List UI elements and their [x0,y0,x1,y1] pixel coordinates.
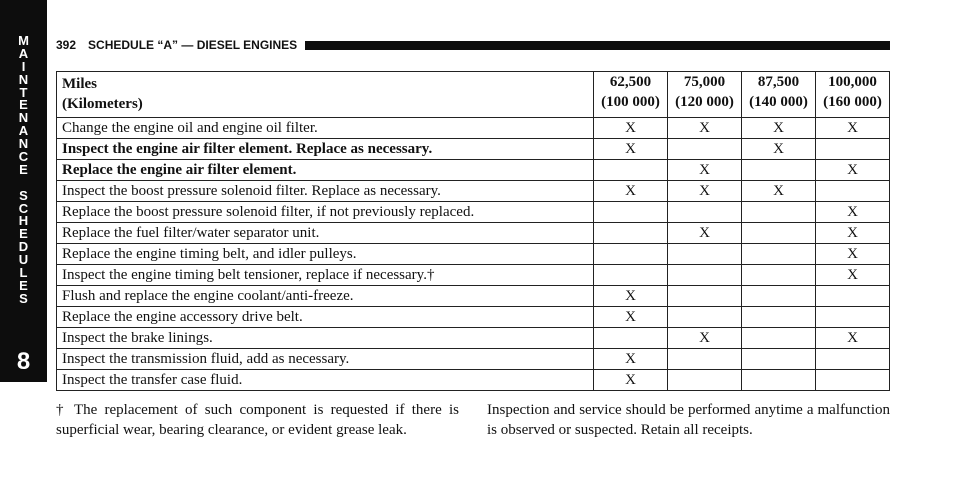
mark-cell [742,307,816,328]
side-letter: C [18,200,29,216]
table-row [57,139,890,160]
mark-cell: X [668,328,742,349]
side-letter: L [19,265,28,281]
side-letter: M [18,33,29,48]
table-row [57,181,890,202]
side-letter: E [19,277,28,293]
table-row [57,286,890,307]
mark-cell [594,160,668,181]
table-row [57,160,890,181]
mark-cell [816,370,890,391]
mark-cell [742,286,816,307]
column-header: 87,500 (140 000) [742,72,816,118]
table-row [57,118,890,139]
mark-cell: X [742,181,816,202]
task-cell: Inspect the engine timing belt tensioner, replace if necessary.† [57,265,594,286]
mark-cell [742,160,816,181]
table-row [57,307,890,328]
mark-cell [668,349,742,370]
mark-cell: X [594,118,668,139]
mark-cell [594,244,668,265]
mark-cell: X [668,223,742,244]
mark-cell [668,370,742,391]
mark-cell [742,202,816,223]
task-cell: Flush and replace the engine coolant/anti-freeze. [57,286,594,307]
mark-cell [742,349,816,370]
mark-cell: X [816,202,890,223]
table-row [57,370,890,391]
table-row [57,265,890,286]
page-header [56,37,890,53]
table-row [57,223,890,244]
header-label-miles: Miles [62,76,97,92]
side-letter: U [18,252,29,268]
mark-cell: X [816,160,890,181]
column-header: 100,000 (160 000) [816,72,890,118]
mark-cell: X [816,328,890,349]
task-cell: Inspect the engine air filter element. Replace as necessary. [57,139,594,160]
mark-cell: X [668,181,742,202]
mark-cell [594,202,668,223]
mark-cell: X [594,349,668,370]
side-letter: E [19,161,28,177]
mark-cell: X [594,286,668,307]
side-letter: N [18,136,29,152]
mark-cell [742,244,816,265]
side-letter: N [18,71,29,87]
mark-cell: X [816,265,890,286]
header-label-km: (Kilometers) [62,96,143,112]
side-letter: E [19,97,28,113]
page-number: 392 [56,38,77,52]
task-cell: Replace the boost pressure solenoid filter, if not previously replaced. [57,202,594,223]
footnote: † The replacement of such component is requested if there is superficial wear, bearing clearance, or evident grease leak. [56,402,459,438]
mark-cell [816,139,890,160]
side-letter: N [18,110,29,126]
task-cell: Inspect the brake linings. [57,328,594,349]
side-letter: A [18,45,29,61]
table-row [57,328,890,349]
side-letter: S [19,187,28,203]
task-cell: Change the engine oil and engine oil filter. [57,118,594,139]
side-letter: I [21,58,26,74]
mark-cell: X [594,370,668,391]
task-cell: Replace the engine timing belt, and idler pulleys. [57,244,594,265]
mark-cell: X [594,139,668,160]
side-letter: E [19,226,28,242]
mark-cell: X [594,307,668,328]
mark-cell [816,181,890,202]
table-row [57,349,890,370]
chapter-side-tab [0,0,47,382]
side-letter: A [18,123,29,139]
table-row [57,244,890,265]
header-label [57,72,594,118]
task-cell: Inspect the boost pressure solenoid filter. Replace as necessary. [57,181,594,202]
chapter-number: 8 [16,348,31,375]
mark-cell [594,223,668,244]
mark-cell: X [668,160,742,181]
service-note: Inspection and service should be performed anytime a malfunction is observed or suspected. Retain all receipts. [487,402,890,438]
mark-cell [668,307,742,328]
mark-cell [816,349,890,370]
column-header: 75,000 (120 000) [668,72,742,118]
page-title: SCHEDULE “A” — DIESEL ENGINES [88,38,298,52]
mark-cell [594,328,668,349]
maintenance-schedule-table [56,71,890,391]
side-letter: C [18,149,29,165]
mark-cell [668,244,742,265]
mark-cell: X [668,118,742,139]
mark-cell [668,286,742,307]
side-tab-letters [0,35,47,306]
mark-cell [816,286,890,307]
mark-cell [742,223,816,244]
mark-cell: X [594,181,668,202]
mark-cell: X [816,244,890,265]
task-cell: Replace the fuel filter/water separator unit. [57,223,594,244]
mark-cell [668,139,742,160]
mark-cell: X [816,223,890,244]
table-header-row [57,72,890,118]
mark-cell [742,265,816,286]
mark-cell [594,265,668,286]
side-letter: T [19,84,28,100]
task-cell: Replace the engine accessory drive belt. [57,307,594,328]
mark-cell [742,328,816,349]
mark-cell [668,202,742,223]
header-rule [305,41,890,50]
column-header: 62,500 (100 000) [594,72,668,118]
side-letter: S [19,290,28,306]
mark-cell [816,307,890,328]
mark-cell: X [742,139,816,160]
mark-cell [668,265,742,286]
mark-cell: X [742,118,816,139]
table-row [57,202,890,223]
task-cell: Inspect the transfer case fluid. [57,370,594,391]
task-cell: Replace the engine air filter element. [57,160,594,181]
side-letter: D [18,239,29,255]
task-cell: Inspect the transmission fluid, add as necessary. [57,349,594,370]
side-letter: H [18,213,29,229]
mark-cell [742,370,816,391]
mark-cell: X [816,118,890,139]
